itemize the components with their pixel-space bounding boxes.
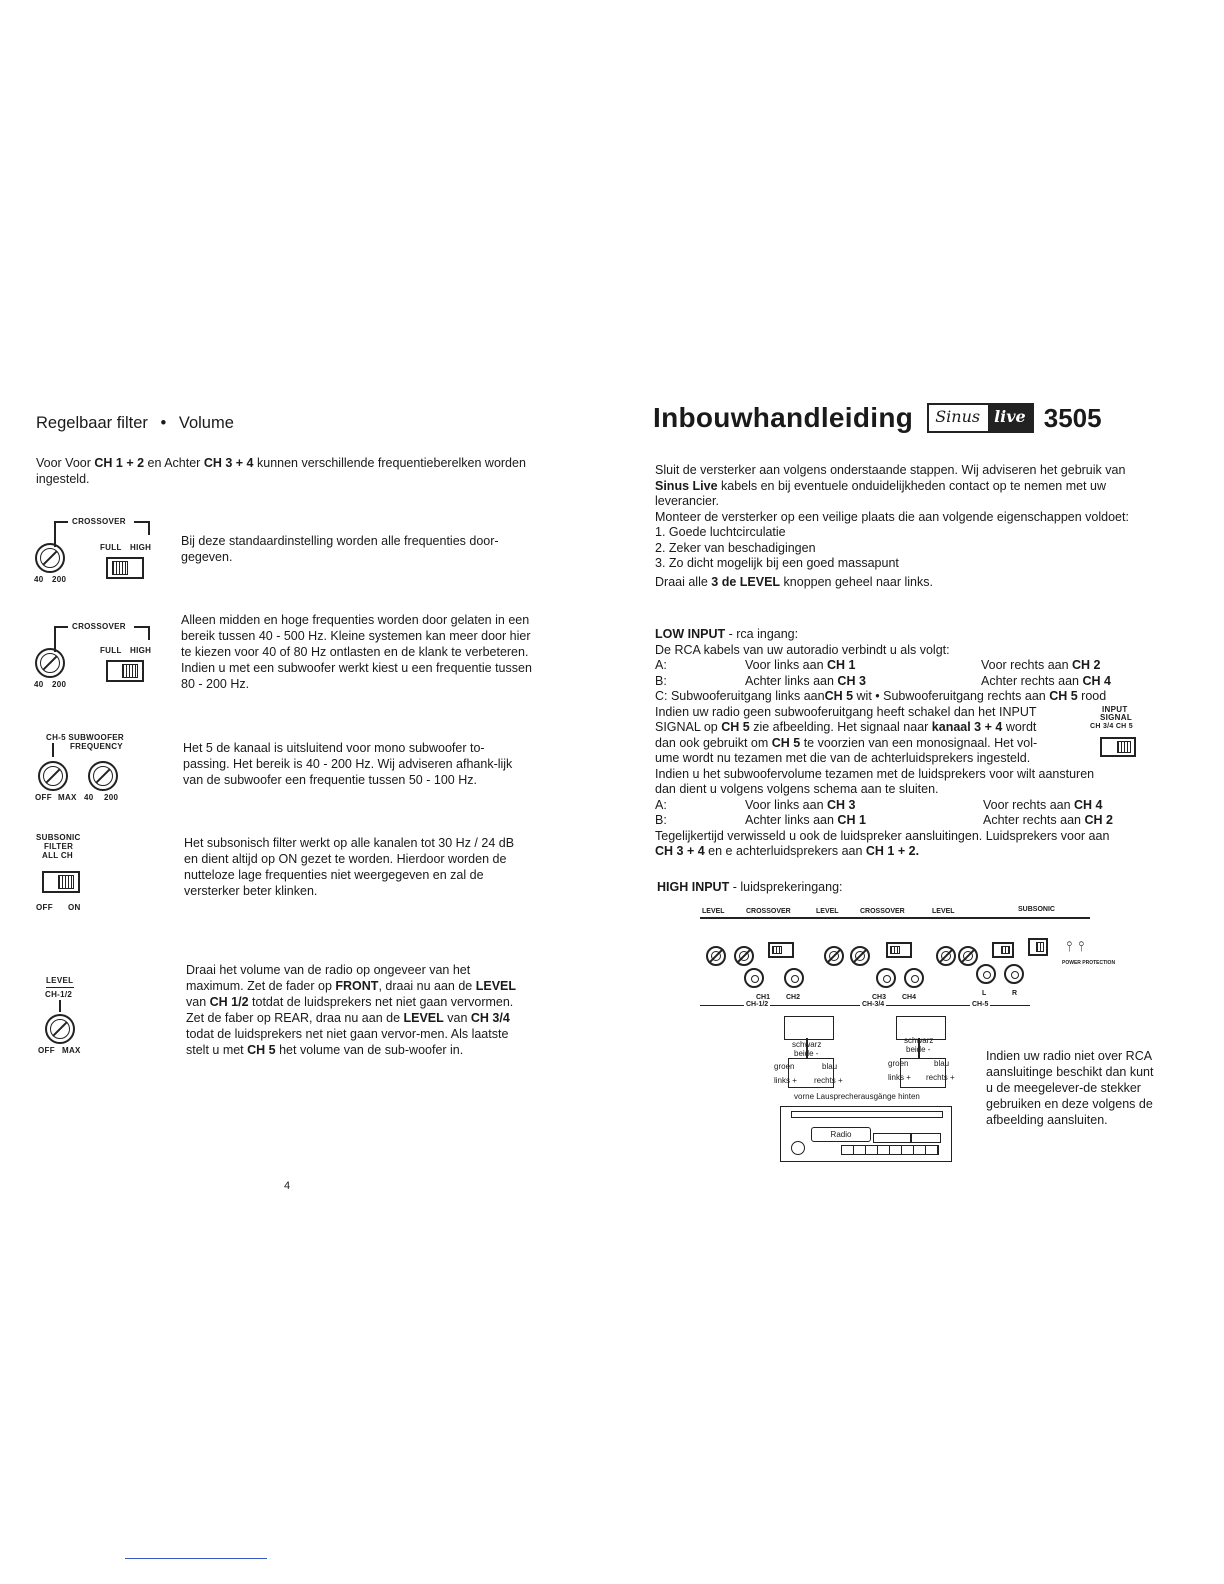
full-high-switch-icon [106, 557, 144, 579]
page-number: 4 [284, 1180, 291, 1192]
heading-filter: Regelbaar filter [36, 414, 148, 432]
harness-connector-icon [784, 1016, 834, 1040]
preset-buttons [841, 1145, 939, 1155]
rca-jack-icon [1004, 964, 1024, 984]
crossover-diagram-2: CROSSOVER 40 200 FULL HIGH [34, 622, 152, 689]
model-number: 3505 [1043, 402, 1102, 433]
subsonic-switch-icon [1028, 938, 1048, 956]
heading-bullet: • [160, 414, 167, 432]
volume-knob-icon [791, 1141, 805, 1155]
list-item: 1. Goede luchtcirculatie [655, 525, 786, 539]
crossover-knob-icon [734, 946, 754, 966]
crossover-diagram-1: CROSSOVER 40 200 FULL HIGH [34, 517, 152, 584]
high-input-label: HIGH INPUT - luidsprekeringang: [657, 880, 843, 894]
row-a: A: Voor links aan CH 1 Voor rechts aan CH 2 [655, 658, 1101, 672]
level-knob-icon [706, 946, 726, 966]
rca-jack-icon [744, 968, 764, 988]
power-led-icon: ⫯ [1066, 938, 1073, 954]
low-input-section: LOW INPUT - rca ingang: De RCA kabels van uw autoradio verbindt u als volgt: A: Voor links aan CH 1 Voor rechts aan CH 2 B: Achter links aan CH 3 Achter rechts aan CH 4 C: Subwooferuitgang links aanCH 5 wit • Subwooferuitgang rechts aan CH 5 rood Indien uw radio geen subwooferuitgang heeft schakel dan het INPUT SIGNAL op CH 5 zie afbeelding. Het signaal naar kanaal 3 + 4 wordt dan ook gebruikt om CH 5 te voorzien van een monosignaal. Het vol- ume wordt nu tezamen met die van de achterluidsprekers ingesteld. Indien u het subwoofervolume tezamen met de luidsprekers voor wilt aansturen dan dient u volgens volgens schema aan te sluiten. A: Voor links aan CH 3 Voor rechts aan CH 4 B: Achter links aan CH 1 Achter rechts aan CH 2 Tegelijkertijd verwisseld u ook de luidspreker aansluitingen. Luidsprekers voor aan CH 3 + 4 en e achterluidsprekers aan CH 1 + 2. [655, 627, 1165, 860]
frequency-knob-icon [88, 761, 118, 791]
subwoofer-frequency-diagram: CH-5 SUBWOOFER FREQUENCY OFF MAX 40 200 [35, 733, 124, 802]
rca-jack-icon [904, 968, 924, 988]
row-c: C: Subwooferuitgang links aanCH 5 wit • Subwooferuitgang rechts aan CH 5 rood [655, 689, 1107, 703]
crossover-switch-icon [768, 942, 794, 958]
full-high-switch-icon [106, 660, 144, 682]
crossover-knob-icon [35, 648, 65, 678]
block1-text: Bij deze standaardinstelling worden alle frequenties door-gegeven. [181, 534, 499, 564]
subsonic-switch-icon [42, 871, 80, 893]
radio-label-box: Radio [811, 1127, 871, 1142]
car-radio-icon [780, 1106, 952, 1162]
wiring-diagram: LEVEL CROSSOVER LEVEL CROSSOVER LEVEL SUBSONIC ⫯ ⫯ POWER PROTECTION CH1 CH2 CH3 CH4 L R CH-1/2 CH-3/4 CH-5 schwarz beide - schwarz beide - groen blau links + rechts + groen blau links + rechts + vorne Lausprecherausgänge hinten Radio [700, 904, 1120, 1164]
row-a2: A: Voor links aan CH 3 Voor rechts aan CH 4 [655, 797, 1103, 812]
sinus-live-logo: Sinus live [927, 403, 1034, 433]
right-intro: Sluit de versterker aan volgens onderstaande stappen. Wij adviseren het gebruik van Sinus Live kabels en bij eventuele onduidelijkheden contact op te nemen met uw leverancier. Monteer de versterker op een veilige plaats die aan volgende eigenschappen voldoet: 1. Goede luchtcirculatie 2. Zeker van beschadigingen 3. Zo dicht mogelijk bij een goed massapunt Draai alle 3 de LEVEL knoppen geheel naar links. [655, 463, 1155, 590]
level-knob-icon [45, 1014, 75, 1044]
rca-jack-icon [784, 968, 804, 988]
level-ch12-diagram: LEVEL CH-1/2 OFF MAX [38, 976, 81, 1055]
list-item: 3. Zo dicht mogelijk bij een goed massapunt [655, 556, 899, 570]
crossover-knob-icon [35, 543, 65, 573]
subsonic-filter-diagram: SUBSONIC FILTER ALL CH OFF ON [36, 833, 81, 912]
rca-jack-icon [976, 964, 996, 984]
level-knob-icon [38, 761, 68, 791]
protection-led-icon: ⫯ [1078, 938, 1085, 954]
row-b: B: Achter links aan CH 3 Achter rechts aan CH 4 [655, 673, 1111, 688]
level-knob-icon [824, 946, 844, 966]
crossover-knob-icon [850, 946, 870, 966]
block2-text: Alleen midden en hoge frequenties worden door gelaten in een bereik tussen 40 - 500 Hz. Kleine systemen kan meer door hier te kiezen voor 40 of 80 Hz ontlasten en de klank te verbeteren. Indien u met een subwoofer werkt kiest u een frequentie tussen 80 - 200 Hz. [181, 613, 532, 691]
rca-jack-icon [876, 968, 896, 988]
page-title: Inbouwhandleiding [653, 402, 914, 433]
input-signal-switch-icon [992, 942, 1014, 958]
block5-text: Draai het volume van de radio op ongeveer van het maximum. Zet de fader op FRONT, draai nu aan de LEVEL van CH 1/2 totdat de luidsprekers net niet gaan vervormen. Zet de faber op REAR, draa nu aan de LEVEL van CH 3/4 todat de luidsprekers net niet gaan vervor-men. Als laatste stelt u met CH 5 het volume van de sub-woofer in. [186, 963, 517, 1057]
input-signal-diagram: INPUT SIGNAL CH 3/4 CH 5 [1088, 705, 1148, 760]
level-knob-icon [936, 946, 956, 966]
row-b2: B: Achter links aan CH 1 Achter rechts aan CH 2 [655, 813, 1113, 827]
list-item: 2. Zeker van beschadigingen [655, 540, 816, 555]
bottom-link-rule [125, 1558, 267, 1559]
block4-text: Het subsonisch filter werkt op alle kanalen tot 30 Hz / 24 dB en dient altijd op ON gezet te worden. Hierdoor worden de nutteloze lage frequenties niet weergegeven en zal de versterker beter klinken. [184, 836, 515, 898]
block3-text: Het 5 de kanaal is uitsluitend voor mono subwoofer to-passing. Het bereik is 40 - 200 Hz. Wij adviseren afhank-lijk van de subwoofer een frequentie tussen 50 - 100 Hz. [183, 741, 513, 787]
crossover-switch-icon [886, 942, 912, 958]
heading-volume: Volume [178, 414, 234, 432]
input-signal-switch-icon [1100, 737, 1136, 757]
left-intro: Voor Voor CH 1 + 2 en Achter CH 3 + 4 kunnen verschillende frequentieberelken worden ingesteld. [36, 456, 526, 486]
left-heading [36, 414, 234, 433]
frequency-knob-icon [958, 946, 978, 966]
radio-note: Indien uw radio niet over RCA aansluitinge beschikt dan kunt u de meegelever-de stekker gebruiken en deze volgens de afbeelding aansluiten. [986, 1049, 1154, 1127]
right-title-bar [653, 398, 1102, 438]
